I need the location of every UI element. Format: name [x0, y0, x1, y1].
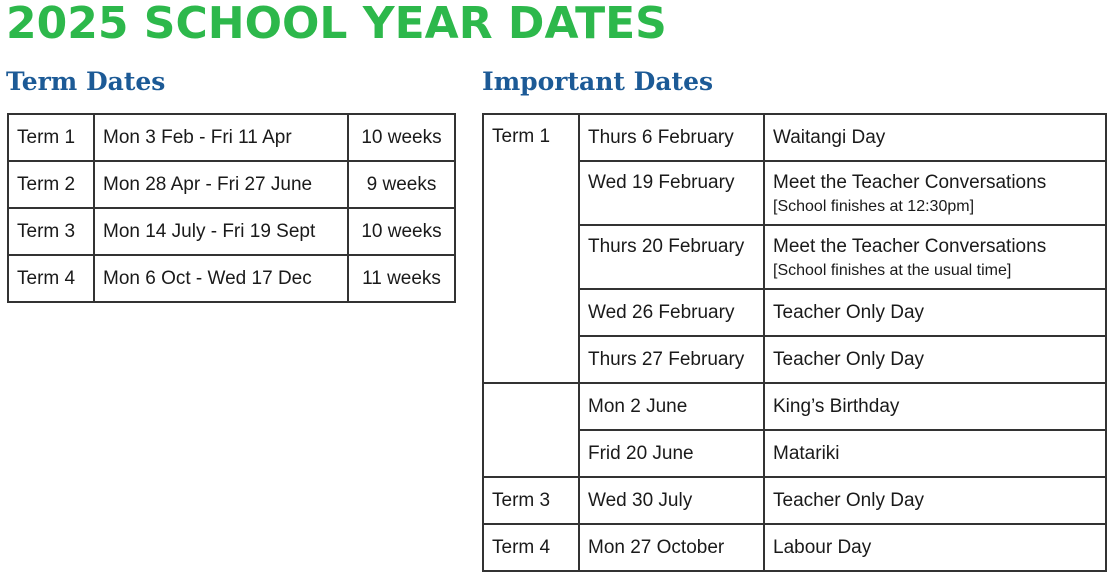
- date-cell: Thurs 20 February: [579, 225, 764, 289]
- weeks-cell: 11 weeks: [348, 255, 455, 302]
- page-title: 2025 SCHOOL YEAR DATES: [6, 0, 667, 49]
- weeks-cell: 10 weeks: [348, 114, 455, 161]
- table-row: [483, 114, 1106, 161]
- date-range-cell: Mon 6 Oct - Wed 17 Dec: [94, 255, 348, 302]
- weeks-cell: 9 weeks: [348, 161, 455, 208]
- important-dates-heading: Important Dates: [482, 67, 714, 96]
- table-row: [483, 383, 1106, 430]
- table-row: [483, 524, 1106, 571]
- term-dates-table: [7, 113, 456, 303]
- event-cell: [764, 225, 1106, 289]
- date-range-cell: Mon 14 July - Fri 19 Sept: [94, 208, 348, 255]
- important-dates-table: [482, 113, 1107, 572]
- term-cell: Term 1: [8, 114, 94, 161]
- event-cell: Teacher Only Day: [764, 477, 1106, 524]
- date-cell: Wed 30 July: [579, 477, 764, 524]
- term-cell: Term 3: [8, 208, 94, 255]
- date-cell: Wed 26 February: [579, 289, 764, 336]
- event-note: [School finishes at the usual time]: [773, 262, 1012, 279]
- event-note: [School finishes at 12:30pm]: [773, 198, 975, 215]
- event-cell: Teacher Only Day: [764, 336, 1106, 383]
- term-cell: Term 1: [483, 114, 579, 383]
- term-cell: Term 2: [8, 161, 94, 208]
- date-cell: Mon 27 October: [579, 524, 764, 571]
- term-cell: Term 4: [8, 255, 94, 302]
- table-row: [8, 208, 455, 255]
- event-cell: King’s Birthday: [764, 383, 1106, 430]
- table-row: [8, 161, 455, 208]
- table-row: [8, 255, 455, 302]
- event-label: Meet the Teacher Conversations: [773, 236, 1047, 257]
- event-cell: Teacher Only Day: [764, 289, 1106, 336]
- weeks-cell: 10 weeks: [348, 208, 455, 255]
- table-row: [8, 114, 455, 161]
- date-cell: Thurs 27 February: [579, 336, 764, 383]
- date-range-cell: Mon 3 Feb - Fri 11 Apr: [94, 114, 348, 161]
- event-cell: Labour Day: [764, 524, 1106, 571]
- date-range-cell: Mon 28 Apr - Fri 27 June: [94, 161, 348, 208]
- event-cell: [764, 161, 1106, 225]
- term-cell: Term 4: [483, 524, 579, 571]
- date-cell: Frid 20 June: [579, 430, 764, 477]
- event-label: Meet the Teacher Conversations: [773, 172, 1047, 193]
- date-cell: Thurs 6 February: [579, 114, 764, 161]
- table-row: [483, 477, 1106, 524]
- event-cell: Waitangi Day: [764, 114, 1106, 161]
- term-cell: Term 3: [483, 477, 579, 524]
- event-cell: Matariki: [764, 430, 1106, 477]
- term-cell: [483, 383, 579, 477]
- term-dates-heading: Term Dates: [6, 67, 166, 96]
- date-cell: Mon 2 June: [579, 383, 764, 430]
- date-cell: Wed 19 February: [579, 161, 764, 225]
